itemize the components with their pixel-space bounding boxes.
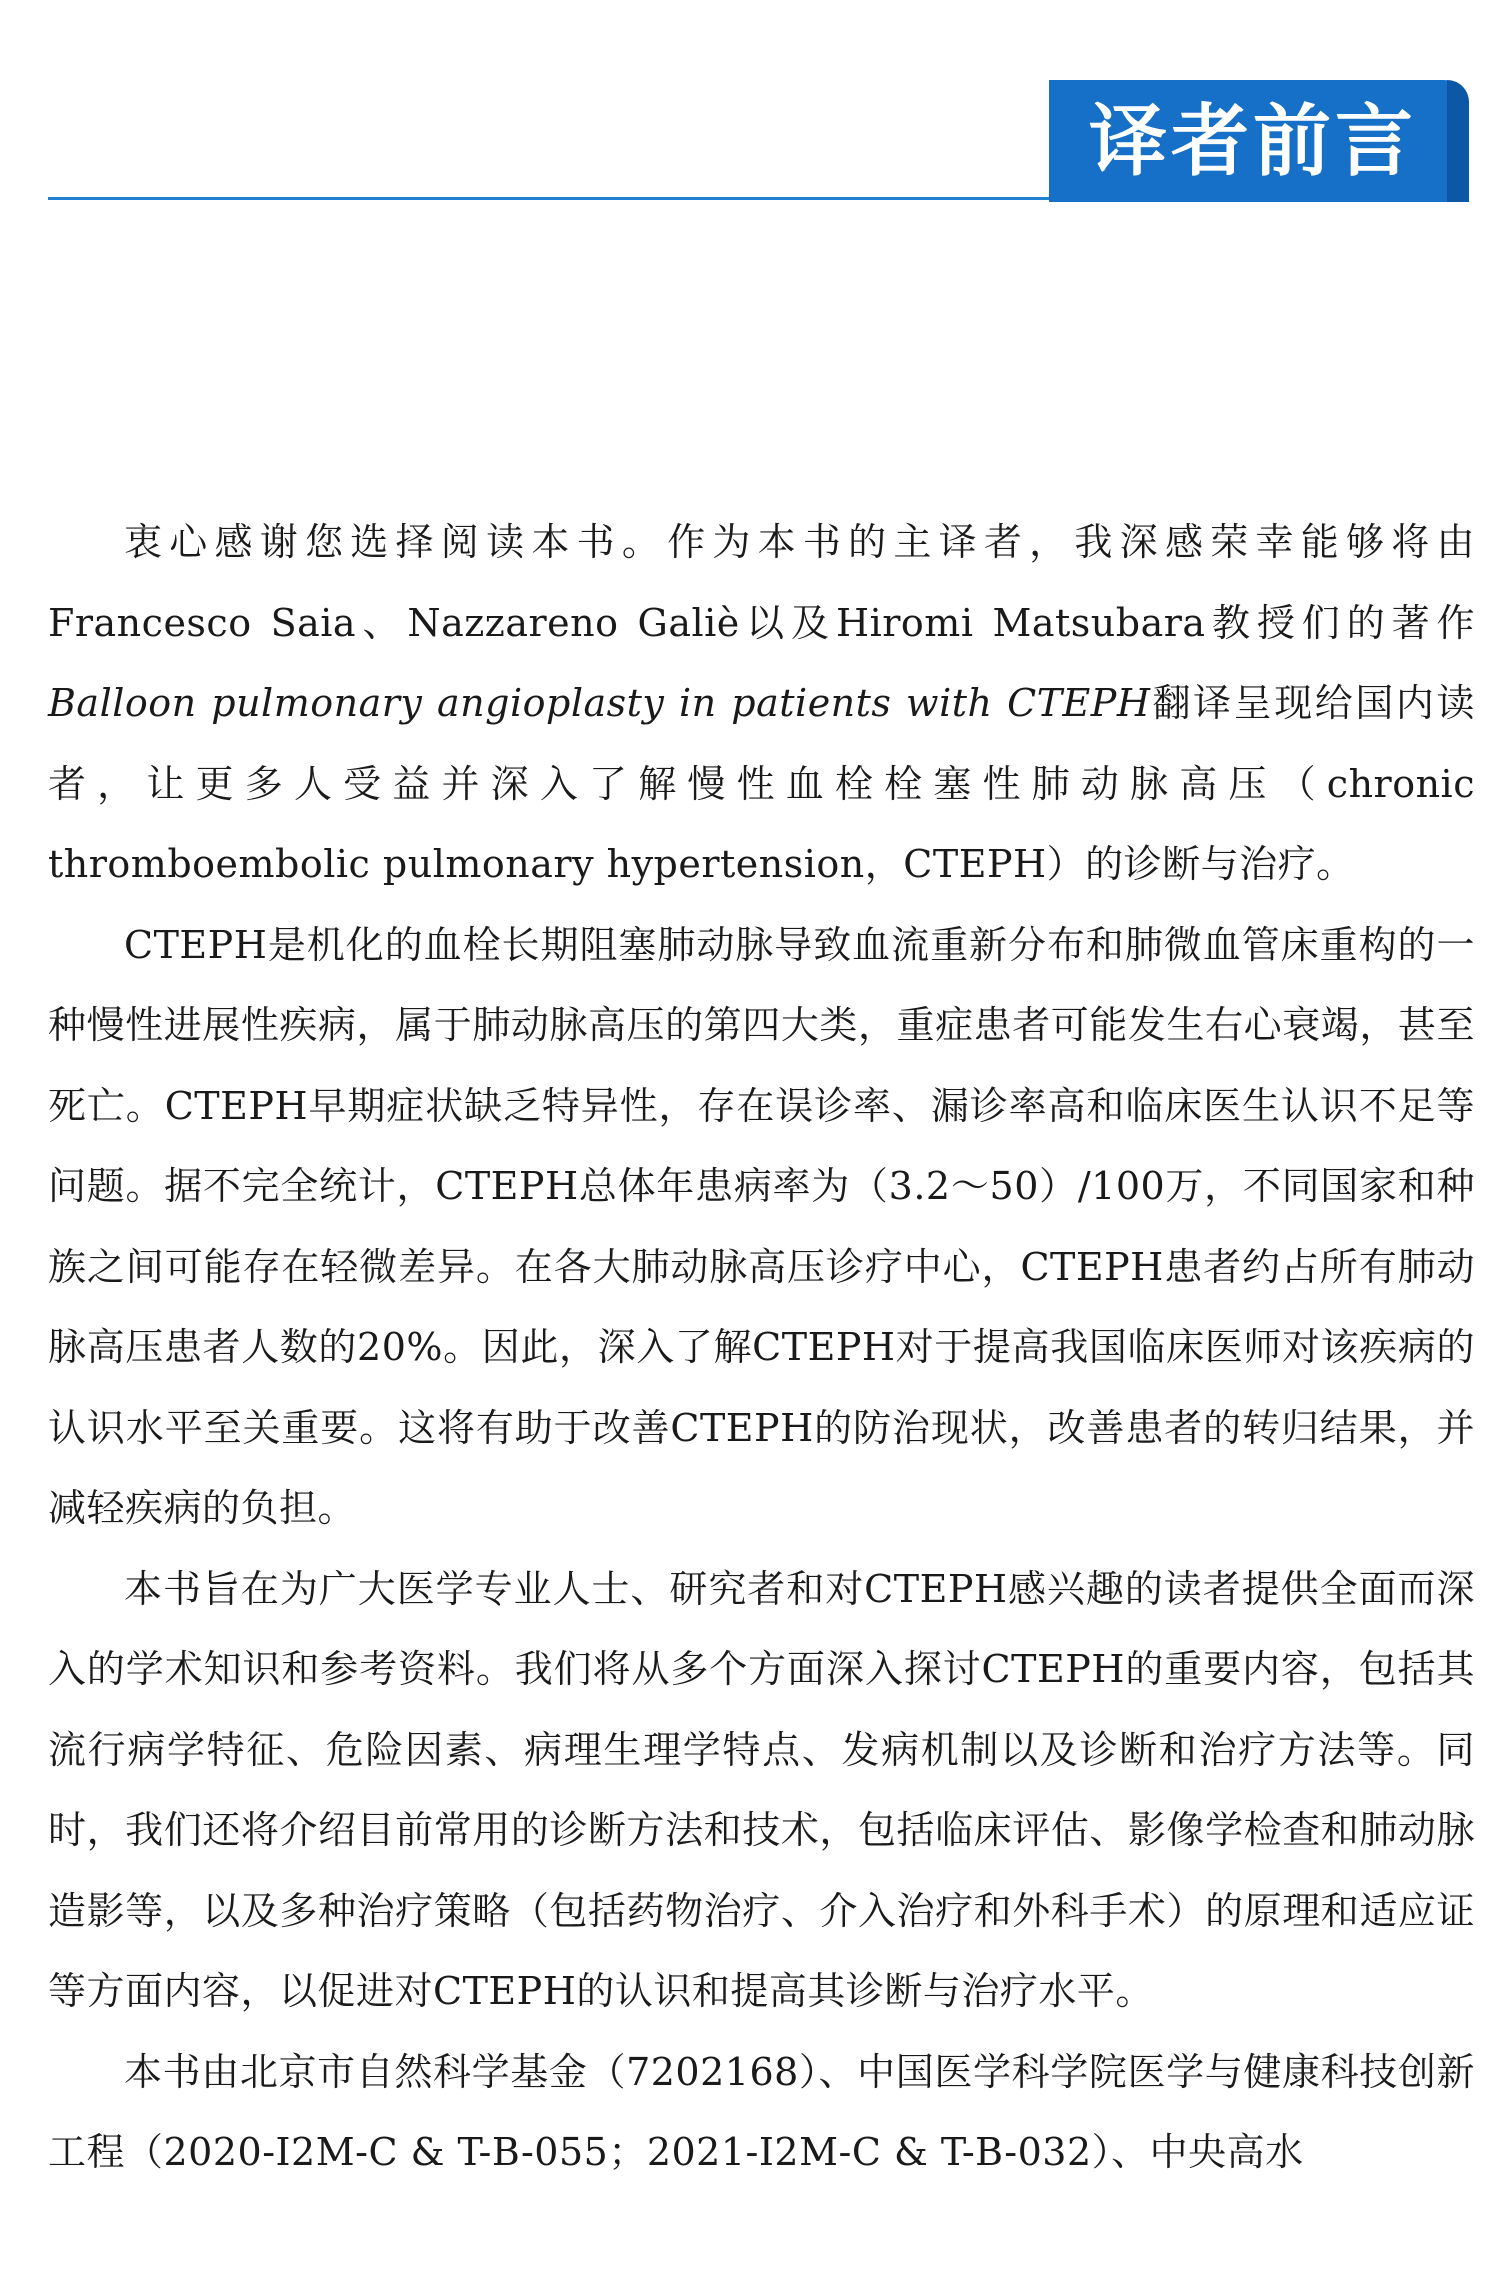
paragraph-3: 本书旨在为广大医学专业人士、研究者和对CTEPH感兴趣的读者提供全面而深入的学术知识和参考资料。我们将从多个方面深入探讨CTEPH的重要内容，包括其流行病学特征、危险因素、病理生理学特点、发病机制以及诊断和治疗方法等。同时，我们还将介绍目前常用的诊断方法和技术，包括临床评估、影像学检查和肺动脉造影等，以及多种治疗策略（包括药物治疗、介入治疗和外科手术）的原理和适应证等方面内容，以促进对CTEPH的认识和提高其诊断与治疗水平。 <box>48 1566 1475 2013</box>
section-title-tab <box>1049 80 1469 202</box>
paragraph-1 <box>48 502 1475 905</box>
paragraph-1-text-a: 衷心感谢您选择阅读本书。作为本书的主译者，我深感荣幸能够将由Francesco Saia、Nazzareno Galiè以及Hiromi Matsubara教授们的著作 <box>48 520 1475 645</box>
paragraph-4: 本书由北京市自然科学基金（7202168）、中国医学科学院医学与健康科技创新工程（2020-I2M-C & T-B-055；2021-I2M-C & T-B-032）、中央高水 <box>48 2049 1475 2174</box>
paragraph-1-text-b: 翻译呈现给国内读者，让更多人受益并深入了解慢性血栓栓塞性肺动脉高压（chronic thromboembolic pulmonary hypertension，CTEPH）的诊断与治疗。 <box>48 681 1475 886</box>
paragraph-2: CTEPH是机化的血栓长期阻塞肺动脉导致血流重新分布和肺微血管床重构的一种慢性进展性疾病，属于肺动脉高压的第四大类，重症患者可能发生右心衰竭，甚至死亡。CTEPH早期症状缺乏特异性，存在误诊率、漏诊率高和临床医生认识不足等问题。据不完全统计，CTEPH总体年患病率为（3.2～50）/100万，不同国家和种族之间可能存在轻微差异。在各大肺动脉高压诊疗中心，CTEPH患者约占所有肺动脉高压患者人数的20%。因此，深入了解CTEPH对于提高我国临床医师对该疾病的认识水平至关重要。这将有助于改善CTEPH的防治现状，改善患者的转归结果，并减轻疾病的负担。 <box>48 922 1475 1530</box>
header-rule <box>48 197 1058 200</box>
page-title: 译者前言 <box>1088 97 1417 187</box>
book-title-italic: Balloon pulmonary angioplasty in patients with CTEPH <box>48 681 1151 725</box>
preface-body <box>48 502 1475 2193</box>
